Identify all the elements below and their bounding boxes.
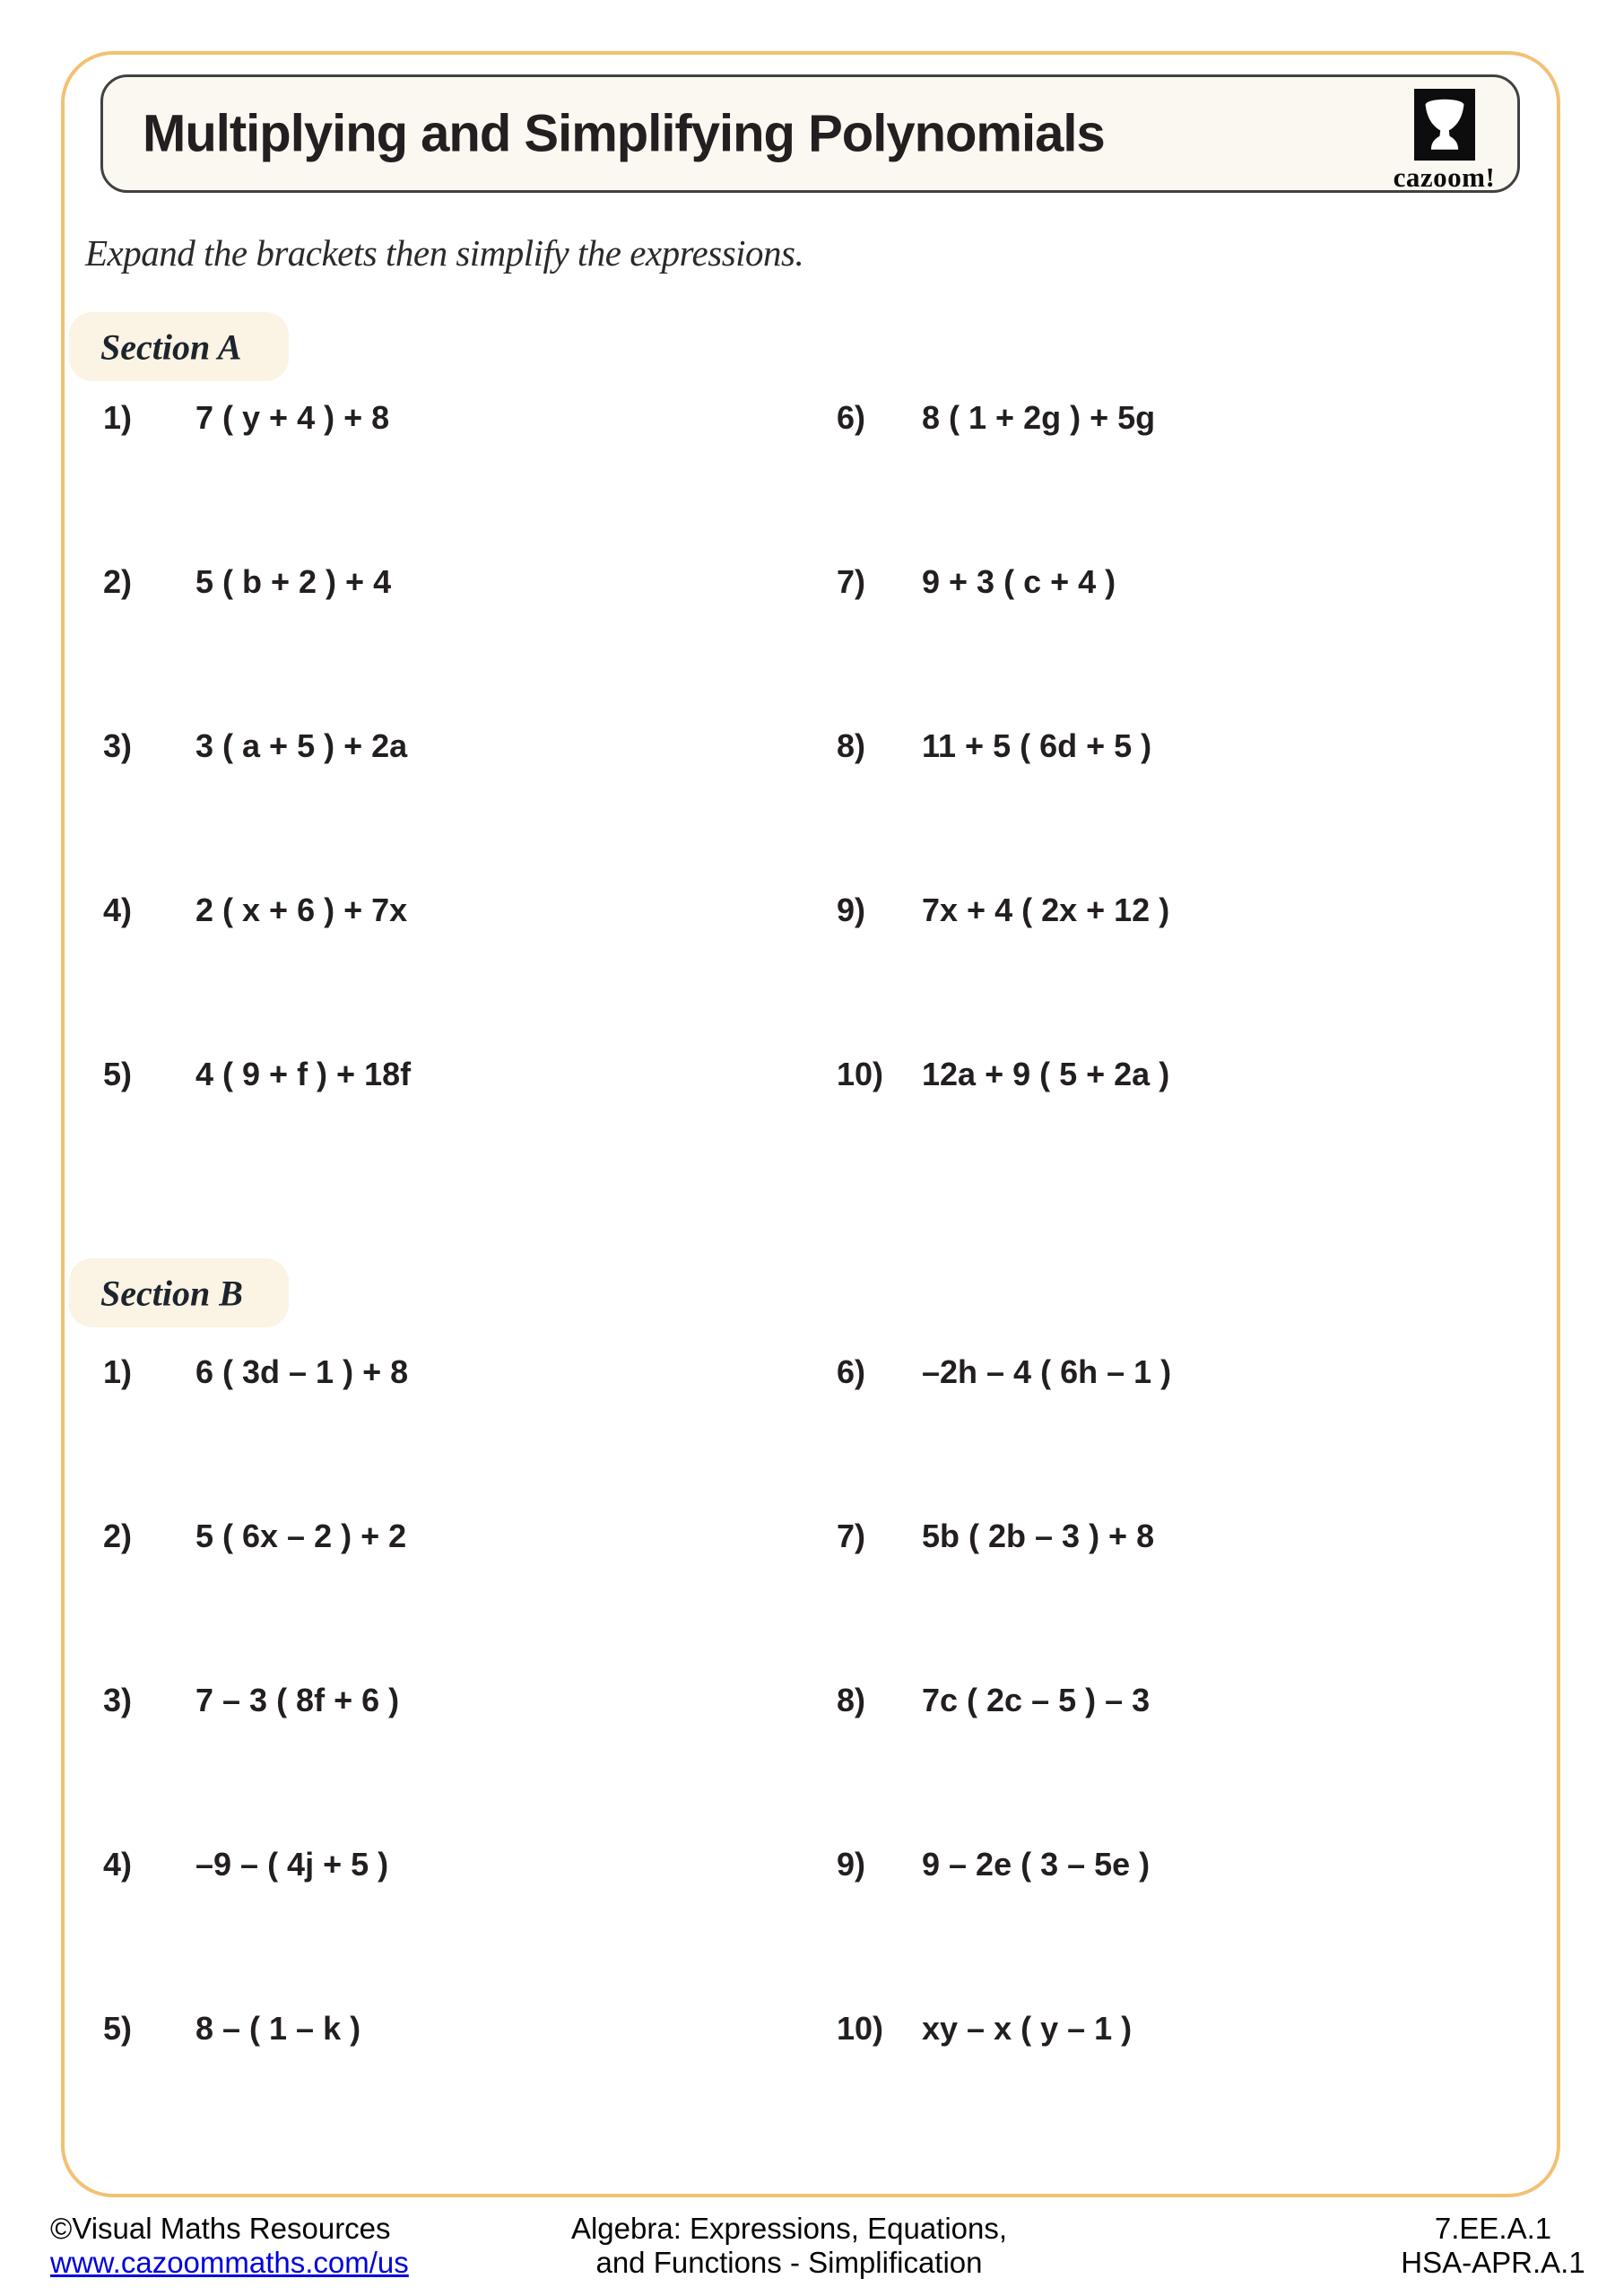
problem-expression: 7 ( y + 4 ) + 8 — [195, 399, 390, 436]
section-a-label — [69, 312, 289, 381]
problem-expression: 2 ( x + 6 ) + 7x — [195, 891, 408, 928]
problem-number: 6) — [837, 1353, 866, 1390]
problem-expression: 5b ( 2b – 3 ) + 8 — [922, 1518, 1155, 1554]
problem-row — [0, 560, 1624, 604]
problem-expression: 11 + 5 ( 6d + 5 ) — [922, 727, 1152, 764]
problem-expression: 5 ( b + 2 ) + 4 — [195, 563, 392, 600]
category-line-1: Algebra: Expressions, Equations, — [570, 2212, 1008, 2245]
problem-row — [0, 888, 1624, 933]
problem-expression: 7x + 4 ( 2x + 12 ) — [922, 891, 1170, 928]
problem-number: 2) — [103, 563, 133, 600]
problem-row — [0, 724, 1624, 769]
problem-expression: 4 ( 9 + f ) + 18f — [195, 1056, 412, 1092]
category-line-2: and Functions - Simplification — [595, 2246, 983, 2279]
section-b-label — [69, 1258, 289, 1327]
problem-number: 9) — [837, 891, 866, 928]
problem-row — [0, 2006, 1624, 2051]
problem-number: 5) — [103, 2010, 133, 2047]
problem-expression: 9 – 2e ( 3 – 5e ) — [922, 1846, 1151, 1883]
problem-number: 10) — [837, 1056, 884, 1092]
problem-number: 3) — [103, 1682, 133, 1718]
djembe-drum-icon — [1414, 89, 1475, 161]
problem-number: 5) — [103, 1056, 133, 1092]
problem-expression: 9 + 3 ( c + 4 ) — [922, 563, 1116, 600]
problem-expression: –2h – 4 ( 6h – 1 ) — [922, 1353, 1172, 1390]
problem-number: 10) — [837, 2010, 884, 2047]
problem-row — [0, 396, 1624, 440]
problem-number: 2) — [103, 1518, 133, 1554]
problem-number: 1) — [103, 1353, 133, 1390]
problem-row — [0, 1350, 1624, 1395]
problem-row — [0, 1678, 1624, 1723]
problem-expression: –9 – ( 4j + 5 ) — [195, 1846, 389, 1883]
problem-expression: xy – x ( y – 1 ) — [922, 2010, 1133, 2047]
standard-code-1: 7.EE.A.1 — [1434, 2212, 1552, 2245]
instruction-text: Expand the brackets then simplify the expressions. — [85, 232, 804, 274]
problem-number: 4) — [103, 891, 133, 928]
problem-expression: 8 ( 1 + 2g ) + 5g — [922, 399, 1156, 436]
cazoom-logo — [1384, 89, 1505, 194]
problem-expression: 12a + 9 ( 5 + 2a ) — [922, 1056, 1170, 1092]
problem-number: 4) — [103, 1846, 133, 1883]
problem-number: 8) — [837, 1682, 866, 1718]
section-label-text: Section A — [100, 326, 242, 367]
problem-number: 7) — [837, 563, 866, 600]
logo-text: cazoom! — [1393, 161, 1496, 193]
problem-number: 3) — [103, 727, 133, 764]
section-label-text: Section B — [100, 1273, 243, 1313]
problem-expression: 3 ( a + 5 ) + 2a — [195, 727, 408, 764]
website-link[interactable]: www.cazoommaths.com/us — [50, 2246, 409, 2279]
problem-expression: 5 ( 6x – 2 ) + 2 — [195, 1518, 407, 1554]
problem-expression: 7c ( 2c – 5 ) – 3 — [922, 1682, 1151, 1718]
problem-row — [0, 1052, 1624, 1097]
standard-code-2: HSA-APR.A.1 — [1401, 2246, 1585, 2279]
problem-number: 9) — [837, 1846, 866, 1883]
problem-expression: 8 – ( 1 – k ) — [195, 2010, 361, 2047]
footer-left — [50, 2212, 409, 2280]
problem-number: 6) — [837, 399, 866, 436]
footer-standards — [1399, 2212, 1587, 2280]
problem-row — [0, 1842, 1624, 1887]
page-title: Multiplying and Simplifying Polynomials — [143, 104, 1105, 163]
title-box — [100, 74, 1520, 193]
problem-number: 8) — [837, 727, 866, 764]
problem-row — [0, 1514, 1624, 1559]
copyright-text: ©Visual Maths Resources — [50, 2212, 391, 2245]
problem-expression: 7 – 3 ( 8f + 6 ) — [195, 1682, 400, 1718]
problem-number: 7) — [837, 1518, 866, 1554]
footer-category — [571, 2212, 1007, 2280]
problem-expression: 6 ( 3d – 1 ) + 8 — [195, 1353, 409, 1390]
problem-number: 1) — [103, 399, 133, 436]
